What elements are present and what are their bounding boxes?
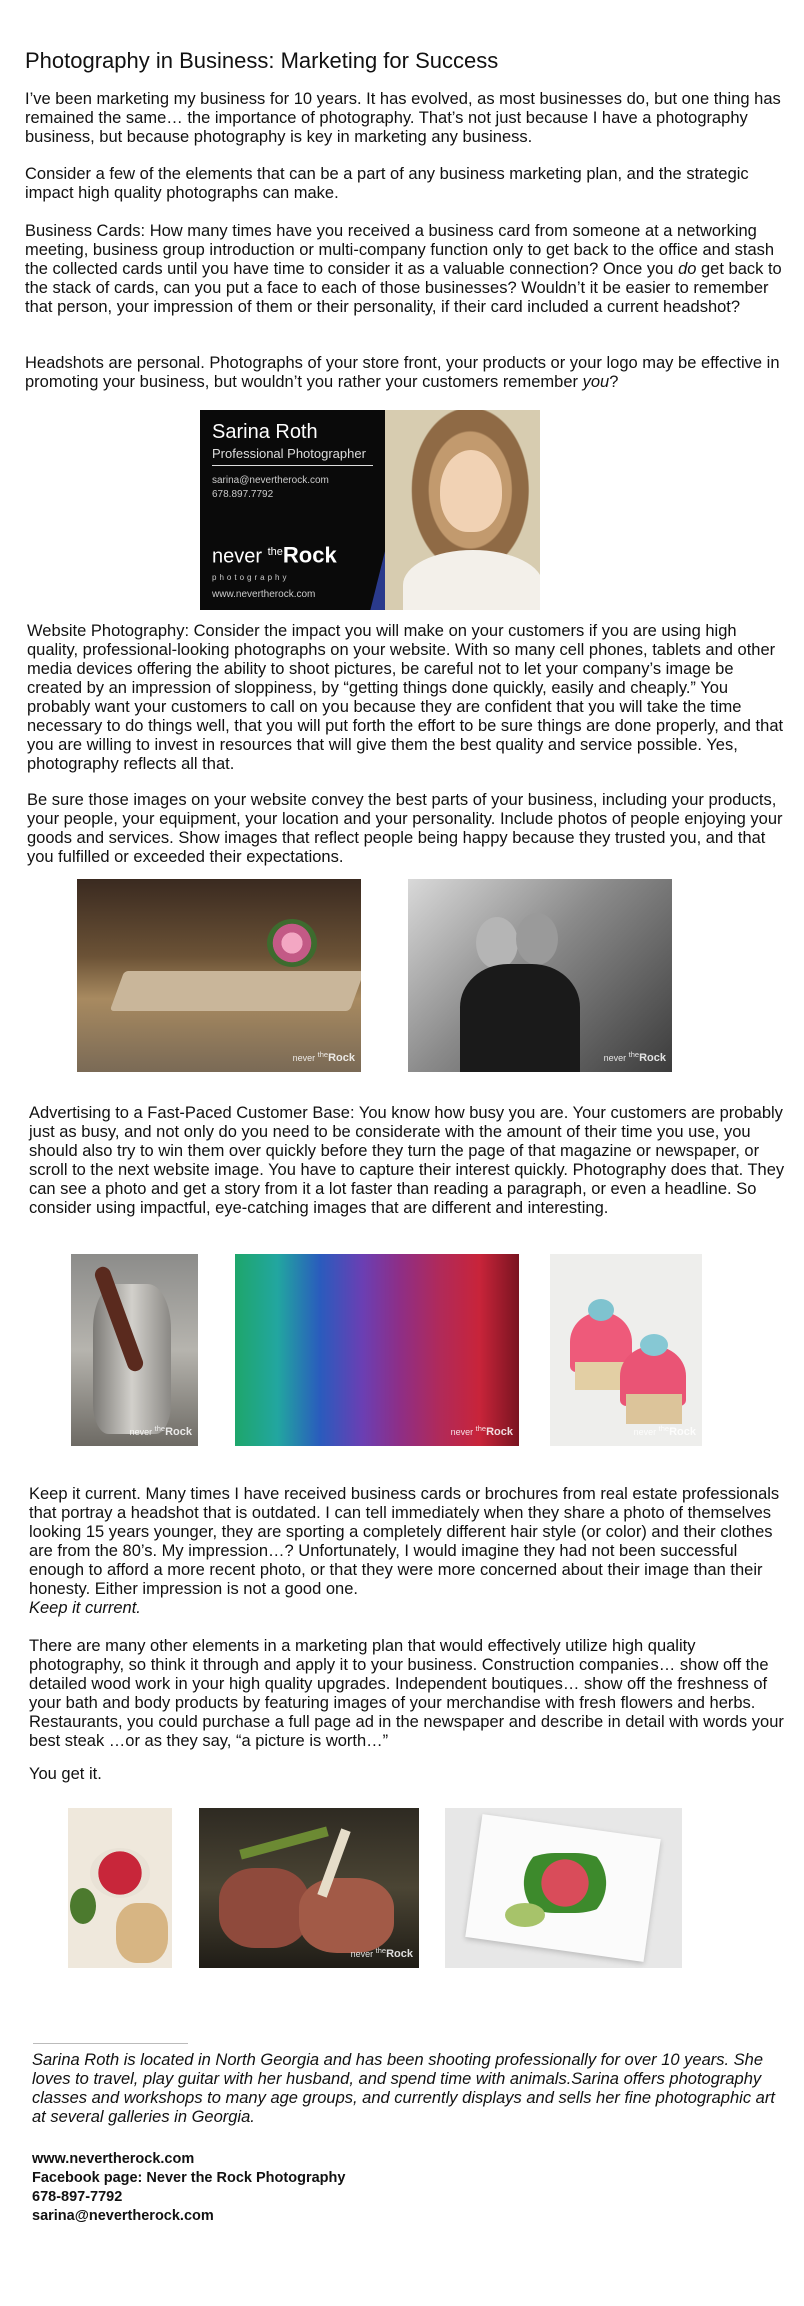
card-site: www.nevertherock.com xyxy=(212,589,316,600)
elements-paragraph: There are many other elements in a marketing plan that would effectively utilize high quality photography, so think it through and apply it to your business. Construction companies… show off the detailed wood work in your high quality upgrades. Independent boutiques… show off the freshness of your bath and body products by featuring images of your merchandise with fresh flowers and herbs. Restaurants, you could purchase a full page ad in the newspaper and describe in detail with words your best steak …or as they say, “a picture is worth…” xyxy=(29,1637,784,1750)
business-card-image xyxy=(200,410,540,610)
facebook-page[interactable]: Facebook page: Never the Rock Photography xyxy=(32,2170,346,2186)
you-get-it-paragraph: You get it. xyxy=(29,1765,102,1783)
card-email: sarina@nevertherock.com xyxy=(212,475,329,486)
salsa-photo xyxy=(68,1808,172,1968)
email-address[interactable]: sarina@nevertherock.com xyxy=(32,2208,214,2224)
lamb-chops-photo: never $^{the}$Rock xyxy=(199,1808,419,1968)
couple-photo: never $^{the}$Rock xyxy=(408,879,672,1072)
website-paragraph: Website Photography: Consider the impact you will make on your customers if you are using high quality, professional-looking photographs on your website. With so many cell phones, tablets and other media devices offering the ability to shoot pictures, be careful not to let your company’s image be created by an impression of sloppiness, by “getting things done quickly, easily and cheaply.” You probably want your customers to call on you because they are confident that you will take the time necessary to do things well, that you will put forth the effort to be sure things are done properly, and that you are willing to invest in resources that will give them the best quality and service possible. Yes, photography reflects all that. xyxy=(27,622,784,773)
keep-current-paragraph: Keep it current. Many times I have received business cards or brochures from real estate professionals that portray a headshot that is outdated. I can tell immediately when they share a photo of themselves looking 15 years younger, they are sporting a completely different hair style (or color) and their clothes are from the 80’s. My impression…? Unfortunately, I would imagine they had not been successful enough to afford a more recent photo, or that they were more concerned about their image than their honesty. Either impression is not a good one. Keep it current. xyxy=(29,1485,780,1617)
intro-paragraph: I’ve been marketing my business for 10 years. It has evolved, as most businesses do, but one thing has remained the same… the importance of photography. That’s not just because I have a photography business, but because photography is key in marketing any business. xyxy=(25,90,781,146)
salad-plate-photo xyxy=(445,1808,682,1968)
card-logo: never $^{the}$Rock photography xyxy=(212,543,337,582)
colorful-dresses-photo: never $^{the}$Rock xyxy=(235,1254,519,1446)
author-bio: Sarina Roth is located in North Georgia and has been shooting professionally for over 10 years. She loves to travel, play guitar with her husband, and spend time with animals.Sarina offers photography classes and workshops to many age groups, and currently displays and sells her fine photographic art at several galleries in Georgia. xyxy=(32,2051,775,2126)
bio-divider xyxy=(33,2043,188,2044)
consider-paragraph: Consider a few of the elements that can be a part of any business marketing plan, and the strategic impact high quality photographs can make. xyxy=(25,165,749,202)
headshot-photo xyxy=(385,410,540,610)
cupcakes-photo: never $^{the}$Rock xyxy=(550,1254,702,1446)
best-parts-paragraph: Be sure those images on your website convey the best parts of your business, including your products, your people, your equipment, your location and your personality. Include photos of people enjoying your goods and services. Show images that reflect people being happy because they trusted you, and that you fulfilled or exceeded their expectations. xyxy=(27,791,783,866)
business-cards-paragraph: Business Cards: How many times have you received a business card from someone at a networking meeting, business group introduction or multi-company function only to get back to the office and stash the collected cards until you have time to consider it as a valuable connection? Once you do get back to the stack of cards, can you put a face to each of those businesses? Wouldn’t it be easier to remember that person, your impression of them or their personality, if their card included a current headshot? xyxy=(25,222,782,316)
page-title: Photography in Business: Marketing for Success xyxy=(25,48,499,73)
phone-number: 678-897-7792 xyxy=(32,2189,123,2205)
card-name: Sarina Roth xyxy=(212,421,318,443)
website-link[interactable]: www.nevertherock.com xyxy=(32,2151,195,2167)
business-card-front xyxy=(200,410,385,610)
card-contact xyxy=(212,474,373,502)
advertising-paragraph: Advertising to a Fast-Paced Customer Base: You know how busy you are. Your customers are probably just as busy, and not only do you need to be considerate with the amount of their time you use, you should also try to win them over quickly before they turn the page of that magazine or newspaper, or scroll to the next website image. You have to capture their interest quickly. Photography does that. They can see a photo and get a story from it a lot faster than reading a paragraph, or even a headline. So consider using impactful, eye-catching images that are different and interesting. xyxy=(29,1104,785,1217)
vase-photo: never $^{the}$Rock xyxy=(71,1254,198,1446)
dining-table-photo: never $^{the}$Rock xyxy=(77,879,361,1072)
card-phone: 678.897.7792 xyxy=(212,489,274,500)
contact-info xyxy=(32,2150,532,2226)
headshots-paragraph: Headshots are personal. Photographs of your store front, your products or your logo may be effective in promoting your business, but wouldn’t you rather your customers remember you? xyxy=(25,354,780,391)
card-role: Professional Photographer xyxy=(212,446,373,466)
